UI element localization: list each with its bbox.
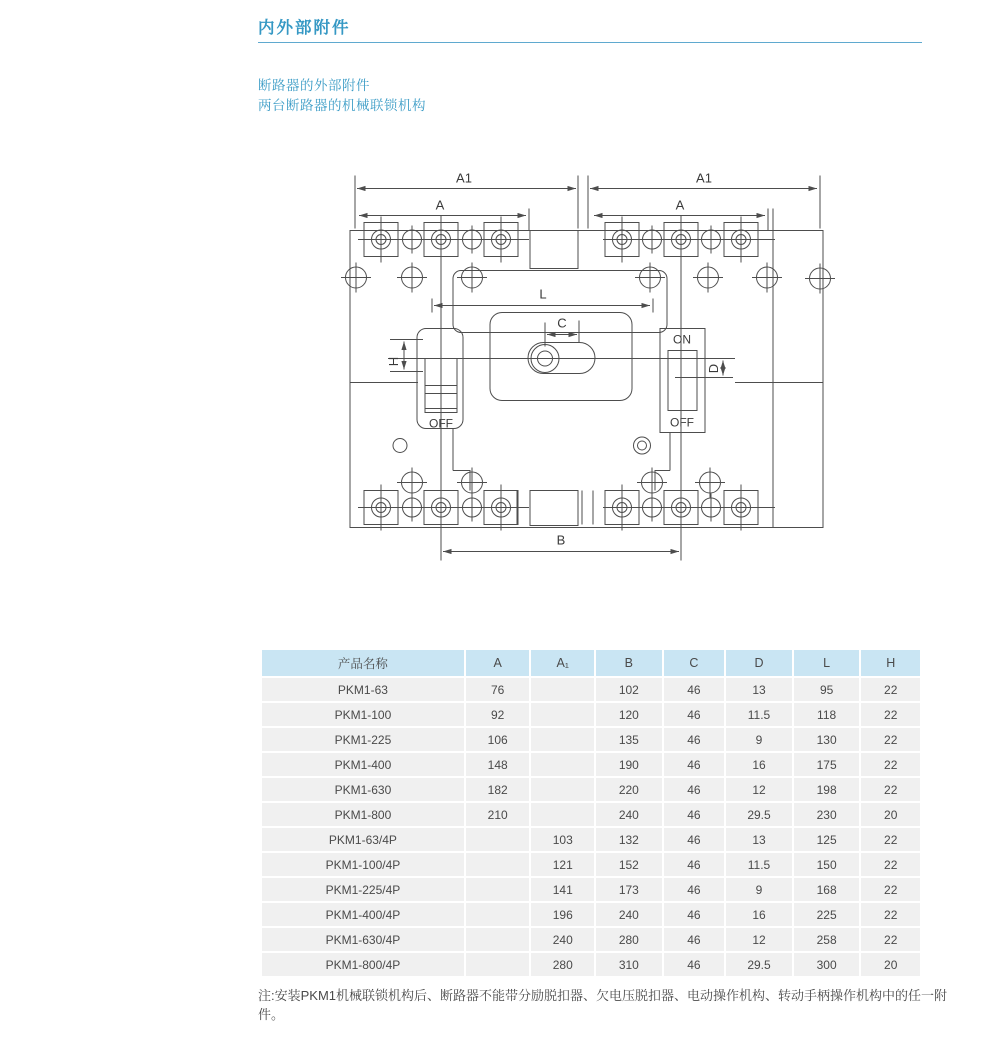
- toggle-left: [417, 329, 463, 429]
- table-cell: 182: [466, 778, 530, 801]
- table-cell: 102: [596, 678, 662, 701]
- column-header-c: C: [664, 650, 725, 676]
- dim-a1-left-label: A1: [456, 170, 472, 186]
- table-cell: 240: [596, 903, 662, 926]
- toggle-right-handle: [668, 351, 697, 411]
- table-row: [262, 678, 920, 701]
- table-cell: 240: [596, 803, 662, 826]
- table-cell: 46: [664, 803, 725, 826]
- subtitle-external-accessories: 断路器的外部附件: [258, 78, 370, 93]
- table-cell: 152: [596, 853, 662, 876]
- table-cell: 9: [726, 878, 792, 901]
- table-cell: PKM1-63/4P: [262, 828, 464, 851]
- dim-a1-right-label: A1: [696, 170, 712, 186]
- table-cell: 46: [664, 853, 725, 876]
- title-rule: [258, 42, 922, 43]
- column-header-a: A: [466, 650, 530, 676]
- table-cell: 258: [794, 928, 860, 951]
- table-cell: 300: [794, 953, 860, 976]
- table-row: [262, 953, 920, 976]
- table-cell: 22: [861, 903, 920, 926]
- dim-d-label: D: [706, 363, 721, 374]
- table-cell: 22: [861, 728, 920, 751]
- table-cell: 175: [794, 753, 860, 776]
- table-cell: 16: [726, 903, 792, 926]
- table-cell: PKM1-400: [262, 753, 464, 776]
- linkage-details: [393, 429, 670, 491]
- table-cell: [466, 953, 530, 976]
- table-cell: [466, 853, 530, 876]
- table-cell: [466, 878, 530, 901]
- table-cell: PKM1-63: [262, 678, 464, 701]
- centerlines: [388, 216, 735, 561]
- table-row: [262, 803, 920, 826]
- table-cell: PKM1-630: [262, 778, 464, 801]
- table-cell: PKM1-100: [262, 703, 464, 726]
- column-header-b: B: [596, 650, 662, 676]
- note-text: 注:安装PKM1机械联锁机构后、断路器不能带分励脱扣器、欠电压脱扣器、电动操作机构、转动手柄操作机构中的任一附件。: [258, 988, 948, 1022]
- table-cell: 198: [794, 778, 860, 801]
- table-cell: 29.5: [726, 803, 792, 826]
- table-cell: 173: [596, 878, 662, 901]
- table-cell: 106: [466, 728, 530, 751]
- table-cell: 22: [861, 853, 920, 876]
- table-cell: 22: [861, 778, 920, 801]
- table-row: [262, 878, 920, 901]
- table-cell: PKM1-800/4P: [262, 953, 464, 976]
- table-cell: 280: [531, 953, 594, 976]
- table-cell: 141: [531, 878, 594, 901]
- toggle-left-off-label: OFF: [429, 416, 453, 431]
- table-cell: 46: [664, 878, 725, 901]
- dim-a-right-label: A: [675, 197, 685, 213]
- dim-h-label: H: [386, 356, 401, 367]
- table-cell: [466, 828, 530, 851]
- table-cell: [531, 778, 594, 801]
- table-cell: 310: [596, 953, 662, 976]
- table-cell: 130: [794, 728, 860, 751]
- table-cell: 150: [794, 853, 860, 876]
- dim-b-label: B: [556, 532, 566, 548]
- table-body: [262, 678, 920, 976]
- interlock-dimension-drawing: [330, 158, 850, 608]
- table-row: [262, 728, 920, 751]
- table-cell: 22: [861, 878, 920, 901]
- table-cell: 240: [531, 928, 594, 951]
- table-cell: [531, 728, 594, 751]
- table-cell: 125: [794, 828, 860, 851]
- dim-l-label: L: [539, 286, 547, 302]
- table-cell: 46: [664, 703, 725, 726]
- table-cell: 168: [794, 878, 860, 901]
- toggle-right-on-label: ON: [673, 332, 691, 347]
- table-row: [262, 703, 920, 726]
- table-cell: 132: [596, 828, 662, 851]
- table-cell: 11.5: [726, 703, 792, 726]
- table-cell: 196: [531, 903, 594, 926]
- table-cell: [531, 753, 594, 776]
- table-row: [262, 903, 920, 926]
- top-terminal-row: [358, 217, 775, 263]
- toggle-left-recess: [417, 329, 463, 429]
- table-cell: PKM1-225/4P: [262, 878, 464, 901]
- table-cell: 121: [531, 853, 594, 876]
- table-cell: 46: [664, 728, 725, 751]
- lower-mounting-screws: [397, 468, 725, 498]
- table-cell: [531, 703, 594, 726]
- column-header-h: H: [861, 650, 920, 676]
- table-cell: 46: [664, 778, 725, 801]
- bottom-terminal-row: [358, 485, 775, 531]
- table-row: [262, 828, 920, 851]
- table-cell: 12: [726, 928, 792, 951]
- table-row: [262, 778, 920, 801]
- table-cell: 46: [664, 928, 725, 951]
- table-cell: 225: [794, 903, 860, 926]
- table-cell: 9: [726, 728, 792, 751]
- table-cell: 20: [861, 953, 920, 976]
- table-cell: 103: [531, 828, 594, 851]
- table-cell: 135: [596, 728, 662, 751]
- table-cell: 46: [664, 903, 725, 926]
- table-cell: PKM1-225: [262, 728, 464, 751]
- table-cell: [531, 678, 594, 701]
- table-cell: PKM1-400/4P: [262, 903, 464, 926]
- table-cell: 46: [664, 828, 725, 851]
- table-row: [262, 928, 920, 951]
- table-cell: 230: [794, 803, 860, 826]
- table-cell: 22: [861, 753, 920, 776]
- table-row: [262, 753, 920, 776]
- table-cell: PKM1-100/4P: [262, 853, 464, 876]
- table-cell: [466, 903, 530, 926]
- table-cell: 12: [726, 778, 792, 801]
- table-cell: 120: [596, 703, 662, 726]
- page-title: 内外部附件: [258, 19, 351, 37]
- table-cell: 22: [861, 828, 920, 851]
- table-header-row: [262, 650, 920, 676]
- table-cell: 210: [466, 803, 530, 826]
- dim-a-left-label: A: [435, 197, 445, 213]
- subtitle-interlock-mechanism: 两台断路器的机械联锁机构: [258, 98, 426, 113]
- table-cell: 46: [664, 953, 725, 976]
- table-cell: 22: [861, 703, 920, 726]
- table-cell: [531, 803, 594, 826]
- table-cell: 148: [466, 753, 530, 776]
- table-cell: 95: [794, 678, 860, 701]
- table-cell: 13: [726, 828, 792, 851]
- table-cell: 46: [664, 678, 725, 701]
- table-cell: 22: [861, 678, 920, 701]
- upper-mounting-screws: [341, 263, 835, 294]
- spec-table: [260, 648, 922, 978]
- table-cell: 46: [664, 753, 725, 776]
- table-cell: 16: [726, 753, 792, 776]
- dim-c-label: C: [557, 315, 567, 331]
- table-cell: 76: [466, 678, 530, 701]
- table-cell: 29.5: [726, 953, 792, 976]
- table-cell: 11.5: [726, 853, 792, 876]
- table-row: [262, 853, 920, 876]
- table-cell: 20: [861, 803, 920, 826]
- table-cell: PKM1-800: [262, 803, 464, 826]
- column-header-l: L: [794, 650, 860, 676]
- interlock-plate: [453, 271, 667, 401]
- center-bottom-block: [530, 491, 578, 526]
- table-cell: 92: [466, 703, 530, 726]
- column-header-a1: A₁: [531, 650, 594, 676]
- table-cell: 118: [794, 703, 860, 726]
- table-cell: 22: [861, 928, 920, 951]
- table-cell: PKM1-630/4P: [262, 928, 464, 951]
- column-header-product: 产品名称: [262, 650, 464, 676]
- table-cell: 190: [596, 753, 662, 776]
- table-cell: 280: [596, 928, 662, 951]
- table-cell: [466, 928, 530, 951]
- toggle-right-off-label: OFF: [670, 415, 694, 430]
- table-cell: 220: [596, 778, 662, 801]
- table-cell: 13: [726, 678, 792, 701]
- column-header-d: D: [726, 650, 792, 676]
- center-top-block: [530, 231, 578, 269]
